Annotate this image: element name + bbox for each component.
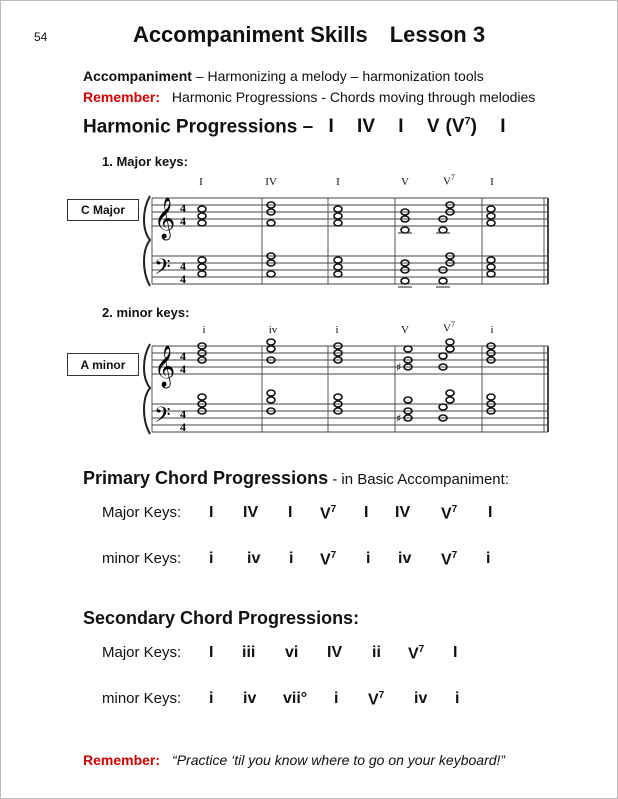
- remember-line: [83, 89, 535, 105]
- roman-numeral: $V^7$: [443, 320, 455, 335]
- row-label: minor Keys:: [102, 550, 182, 567]
- chord: $V^7$: [408, 644, 425, 663]
- chord: IV: [327, 644, 343, 661]
- roman-numeral: V: [401, 324, 409, 336]
- harmonic-chord: I: [328, 116, 334, 138]
- harmonic-chord-paren: $(V^7)$: [445, 116, 477, 138]
- harmonic-progressions-heading: [83, 116, 506, 138]
- intro-line: [83, 68, 484, 84]
- treble-clef-icon: 𝄞: [154, 346, 176, 387]
- chord: iii: [242, 644, 256, 661]
- row-label: minor Keys:: [102, 690, 182, 707]
- chord: $V^7$: [441, 550, 458, 569]
- harmonic-chord: I: [500, 116, 506, 138]
- chord: $V^7$: [441, 504, 458, 523]
- chord: iv: [243, 690, 257, 707]
- chord: i: [455, 690, 460, 707]
- minor-keys-label: 2. minor keys:: [102, 305, 190, 320]
- time-signature-top: 4: [180, 201, 186, 215]
- primary-heading-text: Primary Chord Progressions: [83, 468, 329, 488]
- title-text: Accompaniment Skills: [132, 22, 368, 47]
- chord: vii°: [283, 690, 308, 707]
- chord: $V^7$: [320, 504, 337, 523]
- roman-numeral: i: [202, 324, 206, 336]
- chord: iv: [247, 550, 261, 567]
- time-signature-bottom: 4: [180, 272, 186, 286]
- footer-quote: “Practice ‘til you know where to go on your keyboard!”: [172, 752, 506, 768]
- chord: iv: [398, 550, 412, 567]
- roman-numeral: IV: [265, 176, 277, 188]
- roman-numeral: i: [490, 324, 494, 336]
- sharp-accidental: ♯: [396, 412, 402, 425]
- harmonic-chord: V $(V^7)$: [426, 116, 477, 138]
- remember-text: Harmonic Progressions - Chords moving through melodies: [171, 89, 536, 105]
- lesson-label: Lesson 3: [389, 22, 486, 47]
- chord: ii: [372, 644, 381, 661]
- chord: i: [366, 550, 371, 567]
- chord: i: [486, 550, 491, 567]
- roman-numeral: $V^7$: [443, 173, 455, 188]
- chord-notes: [198, 202, 495, 284]
- secondary-heading: Secondary Chord Progressions:: [83, 608, 360, 628]
- bass-clef-icon: 𝄢: [154, 403, 171, 433]
- roman-numeral: I: [336, 176, 340, 188]
- page-number: 54: [34, 30, 48, 44]
- accompaniment-label: Accompaniment: [83, 68, 192, 84]
- footer-remember: [83, 752, 505, 768]
- time-signature-bottom: 4: [180, 420, 186, 434]
- key-box-c-major: C Major: [67, 199, 139, 221]
- footer-remember-label: Remember:: [83, 752, 161, 768]
- sharp-accidental: ♯: [396, 361, 402, 374]
- chord: i: [334, 690, 339, 707]
- chord: IV: [395, 504, 411, 521]
- chord: vi: [285, 644, 299, 661]
- chord: I: [288, 504, 293, 521]
- harmonic-chord: IV: [357, 116, 375, 138]
- time-signature-bottom: 4: [180, 362, 186, 376]
- roman-numeral: I: [199, 176, 203, 188]
- chord-notes: [198, 339, 495, 421]
- harmonic-heading-text: Harmonic Progressions –: [83, 116, 314, 138]
- chord: I: [488, 504, 493, 521]
- remember-label: Remember:: [83, 89, 161, 105]
- bass-clef-icon: 𝄢: [154, 255, 171, 285]
- chord: i: [209, 550, 214, 567]
- grand-staff-minor: [140, 338, 552, 438]
- time-signature-top: 4: [180, 259, 186, 273]
- harmonic-chord-list: [328, 116, 505, 137]
- roman-numeral: i: [335, 324, 339, 336]
- key-box-a-minor: A minor: [67, 353, 139, 376]
- chord: IV: [243, 504, 259, 521]
- accompaniment-text: – Harmonizing a melody – harmonization tools: [191, 68, 484, 84]
- chord: i: [209, 690, 214, 707]
- chord: $V^7$: [320, 550, 337, 569]
- grand-staff-major: [140, 190, 552, 290]
- chord: I: [364, 504, 369, 521]
- row-label: Major Keys:: [102, 504, 182, 521]
- chord: I: [209, 504, 214, 521]
- chord: iv: [414, 690, 428, 707]
- harmonic-chord: I: [398, 116, 404, 138]
- time-signature-top: 4: [180, 407, 186, 421]
- roman-numeral: iv: [268, 324, 278, 336]
- chord: i: [289, 550, 294, 567]
- treble-clef-icon: 𝄞: [154, 198, 176, 239]
- major-keys-label: 1. Major keys:: [102, 154, 188, 169]
- time-signature-top: 4: [180, 349, 186, 363]
- brace-icon: [144, 344, 150, 434]
- chord: I: [209, 644, 214, 661]
- row-label: Major Keys:: [102, 644, 182, 661]
- time-signature-bottom: 4: [180, 214, 186, 228]
- roman-numeral: V: [401, 176, 409, 188]
- primary-heading: [83, 468, 509, 489]
- roman-numeral: I: [490, 176, 494, 188]
- chord: I: [453, 644, 458, 661]
- primary-subtitle: - in Basic Accompaniment:: [328, 471, 509, 488]
- brace-icon: [144, 196, 150, 286]
- chord: $V^7$: [368, 690, 385, 709]
- page-title: [0, 22, 618, 48]
